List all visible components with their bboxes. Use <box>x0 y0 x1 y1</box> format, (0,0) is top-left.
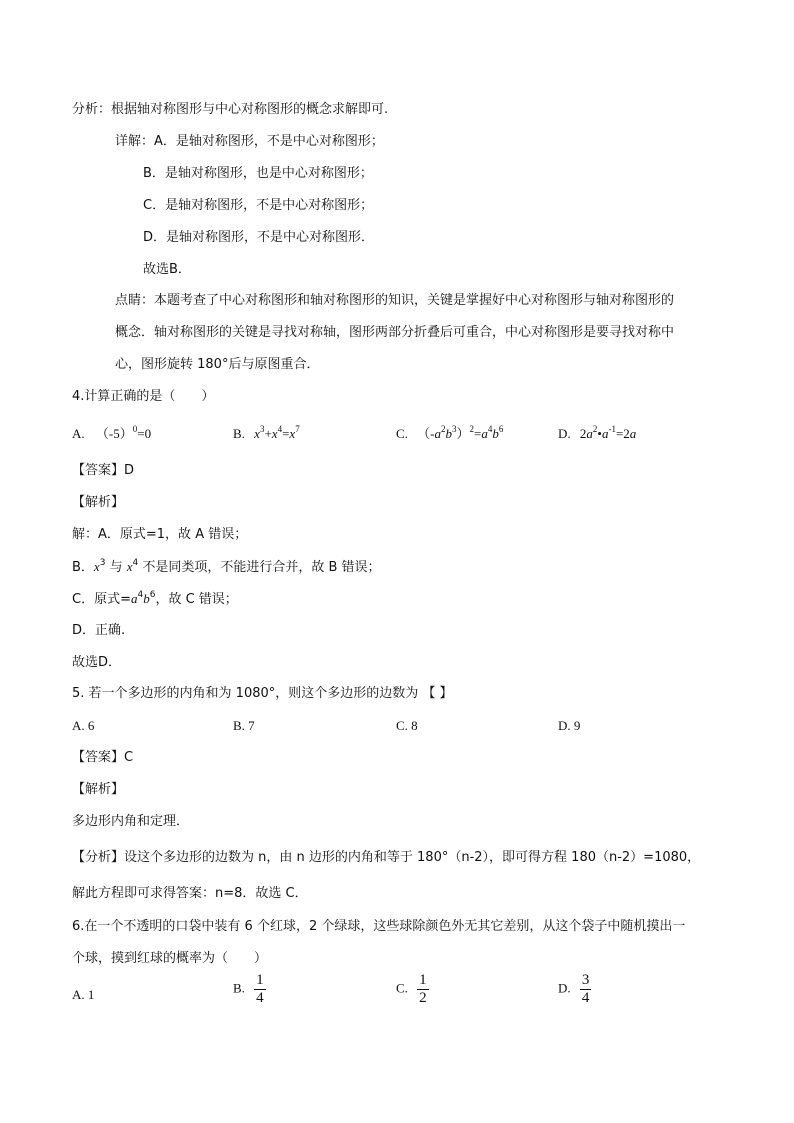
fraction-numerator: 1 <box>256 972 264 988</box>
fraction <box>417 972 429 1007</box>
equals-sign: = <box>474 426 482 441</box>
answer-tag: 【答案】 <box>72 750 125 765</box>
option-expr: （-5） <box>95 426 133 441</box>
var-a: a <box>629 426 637 441</box>
option-label: B. <box>233 426 245 441</box>
q5-fenxi-line-1 <box>72 849 700 867</box>
q4-solution-line-4: D．正确. <box>72 623 126 638</box>
exponent: 4 <box>132 557 139 568</box>
option-label: D. <box>558 426 571 441</box>
option-label: A. <box>72 426 85 441</box>
q6-stem-line-2: 个球，摸到红球的概率为（ ） <box>72 951 268 966</box>
fraction-denominator: 4 <box>256 990 264 1006</box>
exponent: 0 <box>132 423 138 434</box>
q6-option-c <box>396 972 429 1007</box>
exponent: 2 <box>441 423 446 434</box>
q4-solution-line-3 <box>72 590 238 609</box>
paren-open: （- <box>417 426 435 441</box>
q3-dianjing-line-1: 点睛：本题考查了中心对称图形和轴对称图形的知识，关键是掌握好中心对称图形与轴对称图形的 <box>115 293 675 308</box>
var-a: a <box>481 426 488 441</box>
answer-value: C <box>124 750 134 765</box>
exponent: 3 <box>99 557 106 568</box>
var-a: a <box>130 591 138 606</box>
exponent: 6 <box>149 589 156 600</box>
var-x: x <box>93 559 100 574</box>
exponent: 3 <box>259 423 265 434</box>
q4-option-c <box>396 425 503 443</box>
q3-choose: 故选B． <box>143 262 191 277</box>
q4-option-a <box>72 425 151 443</box>
q4-option-b <box>233 425 300 443</box>
solution-text: C．原式= <box>72 592 131 607</box>
coefficient: 2 <box>579 426 587 441</box>
answer-tag: 【答案】 <box>72 463 125 478</box>
exponent: 4 <box>277 423 283 434</box>
q3-dianjing-line-2: 概念．轴对称图形的关键是寻找对称轴，图形两部分折叠后可重合，中心对称图形是要寻找对称中 <box>115 325 675 340</box>
exponent: 2 <box>469 423 475 434</box>
exponent: 4 <box>487 423 493 434</box>
option-label: B. <box>233 980 245 996</box>
q6-stem-line-1: 6.在一个不透明的口袋中装有 6 个红球，2 个绿球，这些球除颜色外无其它差别，从这个袋子中随机摸出一 <box>72 919 686 934</box>
q4-solution-line-2 <box>72 558 381 577</box>
exponent: 3 <box>452 423 457 434</box>
fraction-denominator: 4 <box>581 990 590 1006</box>
q5-option-d: D. 9 <box>558 718 581 733</box>
fraction-numerator: 1 <box>419 972 427 988</box>
answer-value: D <box>124 463 135 478</box>
fraction-denominator: 2 <box>419 990 427 1006</box>
var-a: a <box>601 426 609 441</box>
solution-text: 不是同类项，不能进行合并，故 B 错误； <box>138 560 381 575</box>
q3-dianjing-line-3: 心，图形旋转 180°后与原图重合． <box>115 357 320 372</box>
q4-analysis-tag: 【解析】 <box>72 495 125 510</box>
var-x: x <box>126 559 133 574</box>
q3-detail-b: B．是轴对称图形，也是中心对称图形； <box>143 166 373 181</box>
fenxi-tag: 【分析】 <box>72 850 125 865</box>
equals-sign: = <box>282 426 290 441</box>
q3-detail-a: 详解：A．是轴对称图形，不是中心对称图形； <box>115 134 384 149</box>
dot-sign: • <box>597 426 602 441</box>
var-x: x <box>271 426 278 441</box>
q3-detail-d: D．是轴对称图形，不是中心对称图形． <box>143 230 375 245</box>
var-b: b <box>445 426 453 441</box>
exponent: 4 <box>137 589 144 600</box>
solution-text: ，故 C 错误； <box>155 592 238 607</box>
option-expr-rest: =0 <box>137 426 152 441</box>
q5-option-c: C. 8 <box>396 718 418 733</box>
var-a: a <box>434 426 442 441</box>
q5-topic: 多边形内角和定理． <box>72 814 190 829</box>
q4-solution-line-1: 解：A．原式=1，故 A 错误； <box>72 527 248 542</box>
fenxi-text: 设这个多边形的边数为 n，由 n 边形的内角和等于 180°（n-2），即可得方程 180（n-2）=1080， <box>124 850 701 865</box>
q5-answer <box>72 749 133 767</box>
var-x: x <box>289 426 296 441</box>
q6-option-d <box>558 972 591 1007</box>
equals-sign: =2 <box>615 426 630 441</box>
var-b: b <box>143 591 150 606</box>
q5-option-b: B. 7 <box>233 718 255 733</box>
var-a: a <box>586 426 593 441</box>
fraction <box>254 972 266 1007</box>
q3-detail-c: C．是轴对称图形，不是中心对称图形； <box>143 198 374 213</box>
option-label: C. <box>396 980 408 996</box>
exponent: 6 <box>498 423 504 434</box>
q3-analysis-line: 分析：根据轴对称图形与中心对称图形的概念求解即可. <box>72 102 389 117</box>
exponent: 7 <box>295 423 300 434</box>
solution-text: 与 <box>105 560 127 575</box>
q5-analysis-tag: 【解析】 <box>72 782 125 797</box>
q4-answer <box>72 462 134 480</box>
q5-option-a: A. 6 <box>72 718 95 733</box>
q5-fenxi-line-2: 解此方程即可求得答案：n=8．故选 C． <box>72 886 308 901</box>
var-x: x <box>254 426 260 441</box>
q4-option-d <box>558 425 636 443</box>
q6-option-a: A. 1 <box>72 987 95 1002</box>
var-b: b <box>492 426 499 441</box>
option-label: D. <box>558 980 571 996</box>
paren-close: ） <box>456 426 470 441</box>
plus-sign: + <box>264 426 272 441</box>
exponent: -1 <box>608 423 616 434</box>
q5-stem: 5. 若一个多边形的内角和为 1080°，则这个多边形的边数为 【 】 <box>72 686 453 701</box>
q4-solution-line-5: 故选D． <box>72 655 122 670</box>
option-label: C. <box>396 426 408 441</box>
fraction <box>580 972 592 1007</box>
q6-option-b <box>233 972 266 1007</box>
exponent: 2 <box>592 423 598 434</box>
solution-text: B． <box>72 560 94 575</box>
fraction-numerator: 3 <box>581 972 590 988</box>
q4-stem: 4.计算正确的是（ ） <box>72 389 215 404</box>
